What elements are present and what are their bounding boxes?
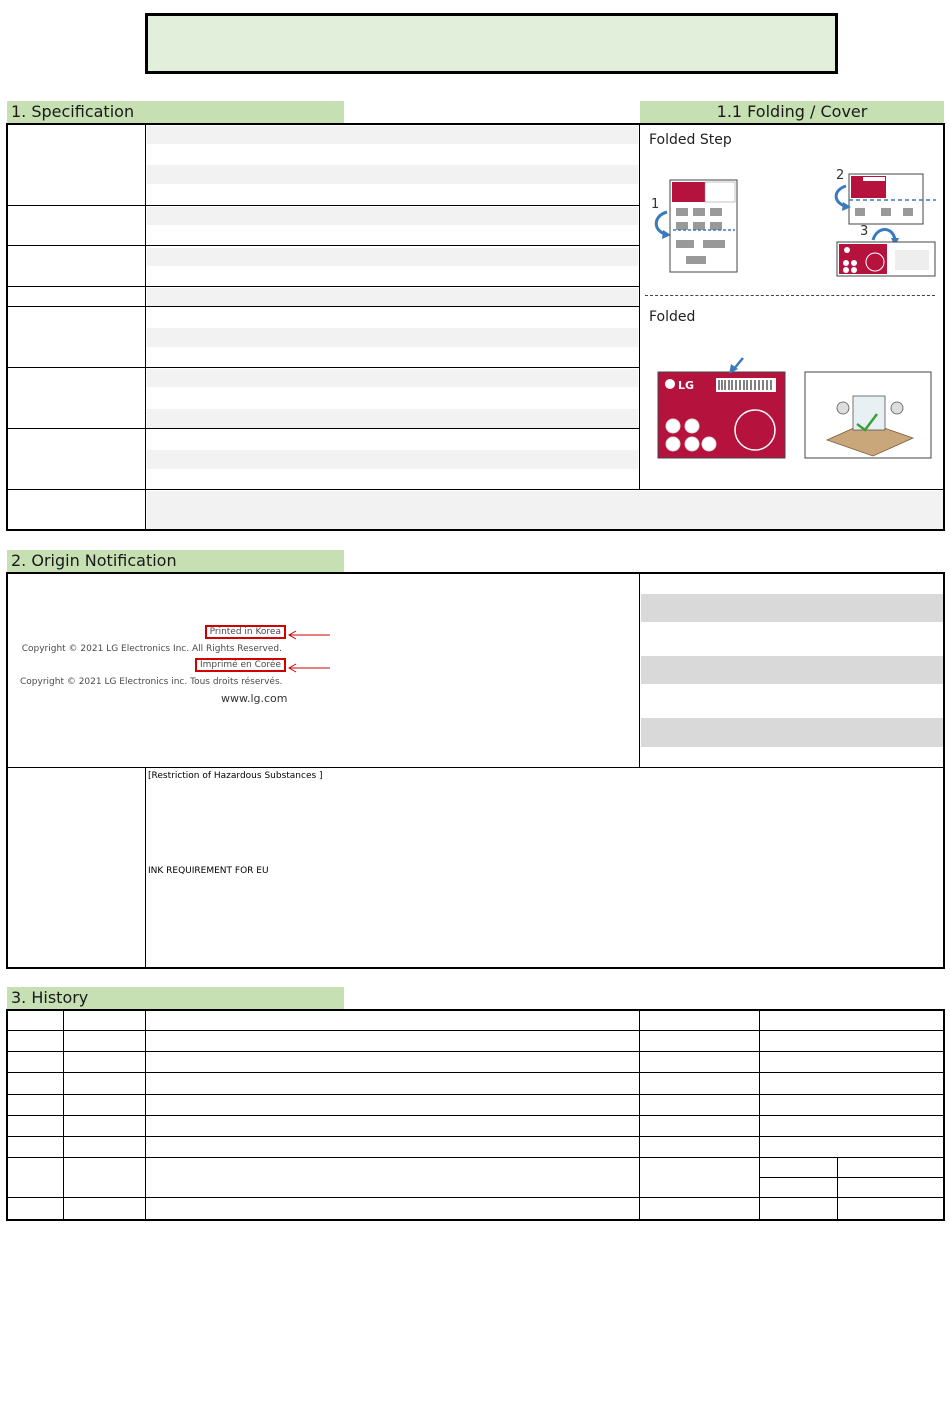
imprime-en-coree-text: Imprimé en Corée bbox=[195, 658, 286, 672]
history-column-divider bbox=[837, 1157, 838, 1220]
origin-label-divider bbox=[145, 768, 146, 967]
section-header-origin: 2. Origin Notification bbox=[7, 550, 344, 572]
document-title-box bbox=[145, 13, 838, 74]
spec-row-separator bbox=[7, 367, 639, 368]
spec-row-value bbox=[147, 491, 943, 529]
origin-column-divider bbox=[639, 573, 640, 767]
origin-callout-arrows bbox=[286, 628, 332, 674]
section-header-history: 3. History bbox=[7, 987, 344, 1009]
step-number-3: 3 bbox=[860, 224, 869, 239]
origin-right-row bbox=[641, 718, 943, 747]
history-row bbox=[760, 1177, 944, 1178]
history-row bbox=[7, 1136, 944, 1137]
spec-row-separator bbox=[7, 306, 639, 307]
folded-label: Folded bbox=[649, 309, 696, 325]
rohs-heading: [Restriction of Hazardous Substances ] bbox=[148, 771, 323, 781]
step2-manual-image bbox=[849, 174, 936, 224]
folded-step-label: Folded Step bbox=[649, 132, 732, 148]
section-header-specification: 1. Specification bbox=[7, 101, 344, 123]
spec-row-separator bbox=[7, 205, 639, 206]
ink-requirement-heading: INK REQUIREMENT FOR EU bbox=[148, 866, 269, 876]
history-row bbox=[7, 1157, 944, 1158]
website-text: www.lg.com bbox=[221, 692, 288, 705]
spec-row-value bbox=[147, 409, 638, 428]
spec-row-separator bbox=[7, 428, 639, 429]
folded-back-image bbox=[805, 372, 931, 458]
folding-illustration bbox=[641, 150, 943, 488]
fold-arrow-icon bbox=[656, 212, 667, 234]
section-header-folding-cover: 1.1 Folding / Cover bbox=[640, 101, 944, 123]
step-number-1: 1 bbox=[651, 197, 660, 212]
lg-logo: LG bbox=[678, 379, 695, 392]
spec-row-separator bbox=[7, 489, 944, 490]
origin-right-row bbox=[641, 656, 943, 684]
folded-cover-image bbox=[658, 358, 785, 458]
spec-label-divider bbox=[145, 124, 146, 530]
origin-right-row bbox=[641, 594, 943, 622]
spec-row-value bbox=[147, 248, 638, 266]
history-row bbox=[7, 1072, 944, 1073]
history-row bbox=[7, 1094, 944, 1095]
step3-manual-image bbox=[837, 242, 935, 276]
spec-row-value bbox=[147, 126, 638, 144]
spec-row-value bbox=[147, 207, 638, 225]
copyright-french-text: Copyright © 2021 LG Electronics inc. Tous droits réservés. bbox=[20, 677, 283, 687]
spec-row-value bbox=[147, 369, 638, 387]
spec-row-value bbox=[147, 450, 638, 469]
printed-in-korea-text: Printed in Korea bbox=[205, 625, 286, 639]
origin-row-separator bbox=[7, 767, 944, 768]
spec-row-value bbox=[147, 288, 638, 306]
history-row bbox=[7, 1030, 944, 1031]
copyright-english-text: Copyright © 2021 LG Electronics Inc. All Rights Reserved. bbox=[21, 644, 282, 654]
history-row bbox=[7, 1051, 944, 1052]
spec-row-value bbox=[147, 328, 638, 347]
step1-manual-image bbox=[670, 180, 737, 272]
history-row bbox=[7, 1197, 944, 1198]
history-row bbox=[7, 1115, 944, 1116]
spec-row-separator bbox=[7, 286, 639, 287]
spec-row-separator bbox=[7, 245, 639, 246]
step-number-2: 2 bbox=[836, 168, 845, 183]
spec-folding-divider bbox=[639, 124, 640, 490]
spec-row-value bbox=[147, 165, 638, 184]
